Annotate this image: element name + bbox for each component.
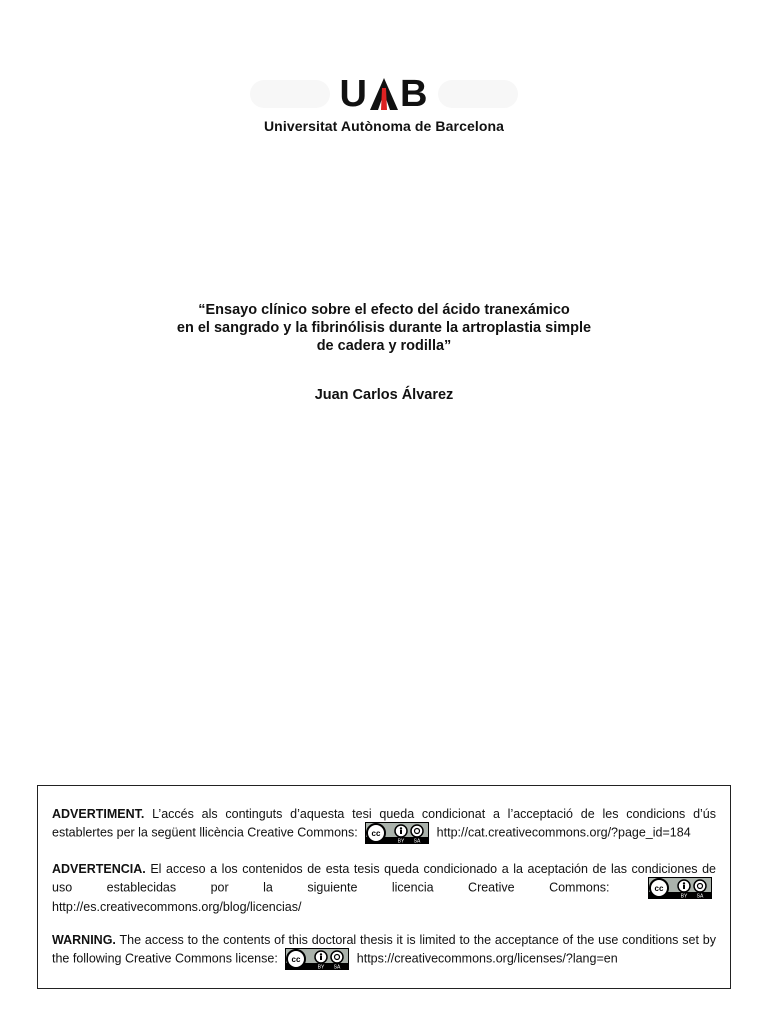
advertencia-label: ADVERTENCIA. <box>52 862 146 876</box>
thesis-title <box>0 301 768 355</box>
cc-by-sa-icon[interactable] <box>365 822 429 844</box>
advertiment-text: L’accés als continguts d’aquesta tesi queda condicionat a l’acceptació de les condicions d’ús establertes per la següent llicència Creative Commons: <box>52 807 716 840</box>
warning-text: The access to the contents of this doctoral thesis it is limited to the acceptance of the use conditions set by the following Creative Commons license: <box>52 933 716 966</box>
warning-label: WARNING. <box>52 933 116 947</box>
badge-by-text: BY <box>680 893 688 899</box>
logo-letter-u: U <box>339 73 368 115</box>
logo-ghost-right <box>438 80 518 108</box>
logo-ghost-left <box>250 80 330 108</box>
uab-logo-mark <box>340 74 429 114</box>
badge-by-text: BY <box>317 964 325 970</box>
advertencia-text: El acceso a los contenidos de esta tesis queda condicionado a la aceptación de las condiciones de uso establecidas por la siguiente licencia Creative Commons: <box>52 862 716 895</box>
title-line-3: de cadera y rodilla” <box>316 338 452 354</box>
badge-sa-text: SA <box>333 964 341 970</box>
cc-by-sa-icon[interactable] <box>285 948 349 970</box>
advertencia-url[interactable]: http://es.creativecommons.org/blog/licencias/ <box>52 900 302 914</box>
license-notice-box <box>37 785 731 989</box>
advertiment-url[interactable]: http://cat.creativecommons.org/?page_id=184 <box>436 825 691 840</box>
advertiment-label: ADVERTIMENT. <box>52 807 145 821</box>
badge-by-text: BY <box>397 838 405 844</box>
uab-logo <box>0 74 768 134</box>
university-name: Universitat Autònoma de Barcelona <box>263 118 505 134</box>
badge-sa-text: SA <box>696 893 704 899</box>
warning-url[interactable]: https://creativecommons.org/licenses/?lang=en <box>356 951 618 966</box>
author-name: Juan Carlos Álvarez <box>314 387 454 403</box>
logo-a-symbol <box>370 78 398 110</box>
advertencia-paragraph <box>52 861 716 915</box>
badge-sa-text: SA <box>413 838 421 844</box>
cc-by-sa-icon[interactable] <box>648 877 712 899</box>
title-line-2: en el sangrado y la fibrinólisis durante la artroplastia simple <box>176 320 592 336</box>
title-line-1: “Ensayo clínico sobre el efecto del ácido tranexámico <box>198 302 570 318</box>
badge-cc-text: cc <box>654 884 664 893</box>
logo-letter-b: B <box>400 73 429 115</box>
advertiment-paragraph <box>52 806 716 844</box>
warning-paragraph <box>52 932 716 970</box>
badge-cc-text: cc <box>291 955 301 964</box>
badge-cc-text: cc <box>371 829 381 838</box>
